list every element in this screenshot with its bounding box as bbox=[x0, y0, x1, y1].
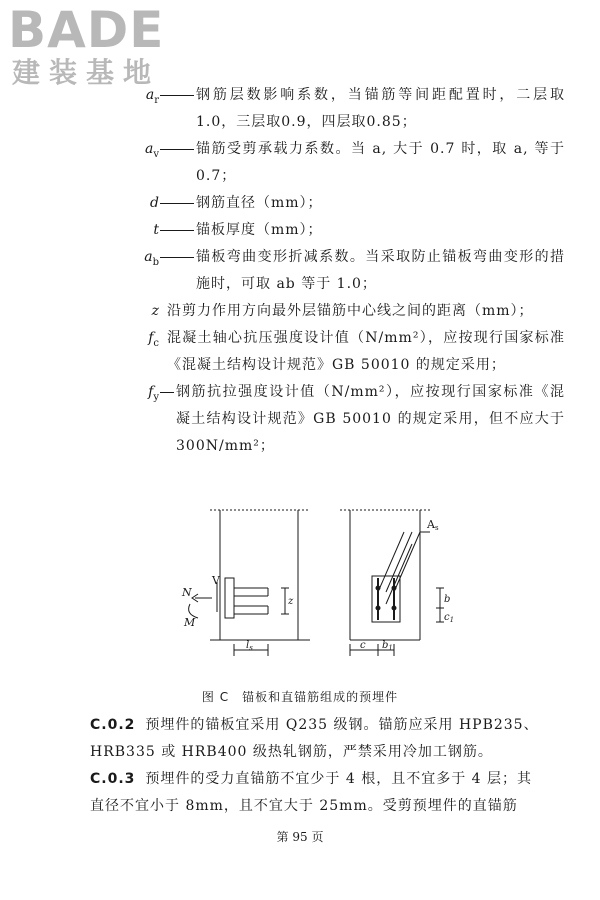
page-number: 第 95 页 bbox=[276, 830, 324, 844]
definition-dash bbox=[160, 244, 194, 258]
definition-dash bbox=[160, 217, 194, 231]
clause-id: C.0.2 bbox=[90, 717, 136, 733]
bent-bar bbox=[386, 544, 412, 604]
label-z: z bbox=[288, 596, 294, 607]
front-view bbox=[340, 510, 444, 656]
definition-dash bbox=[160, 379, 174, 393]
definition-symbol: t bbox=[153, 222, 159, 238]
definition-symbol: $a_v$ bbox=[144, 141, 159, 160]
definition-text: 钢筋直径（mm）； bbox=[196, 195, 323, 211]
bent-bar bbox=[394, 532, 420, 592]
definition-symbol: $f_c$ bbox=[148, 330, 159, 349]
definition-item bbox=[125, 190, 565, 217]
definition-text: 沿剪力作用方向最外层锚筋中心线之间的距离（mm）； bbox=[167, 303, 534, 319]
label-c: c bbox=[360, 640, 366, 651]
clause-text: 预埋件的受力直锚筋不宜少于 4 根，且不宜多于 4 层；其直径不宜小于 8mm，且不宜大于 25mm。受剪预埋件的直锚筋 bbox=[90, 771, 533, 814]
anchor-plate bbox=[372, 576, 400, 622]
watermark-subtitle: 建装基地 bbox=[12, 56, 161, 89]
definition-symbol: $f_y$ bbox=[148, 384, 159, 403]
label-m: M bbox=[184, 616, 196, 629]
label-b1: $b_1$ bbox=[382, 640, 393, 652]
definition-text: 锚板厚度（mm）； bbox=[196, 222, 323, 238]
definition-item bbox=[125, 379, 565, 460]
definition-symbol: d bbox=[150, 195, 159, 211]
clause-c03 bbox=[90, 766, 540, 820]
definition-item bbox=[125, 82, 565, 136]
watermark-brand: BADE bbox=[8, 1, 165, 59]
definition-text: 混凝土轴心抗压强度设计值（N/mm²），应按现行国家标准《混凝土结构设计规范》GB 50010 的规定采用； bbox=[167, 330, 565, 373]
definition-text: 钢筋层数影响系数，当锚筋等间距配置时，二层取1.0，三层取0.9，四层取0.85； bbox=[196, 87, 565, 130]
figure-caption: 图 C 锚板和直锚筋组成的预埋件 bbox=[201, 690, 399, 704]
embedded-part-figure bbox=[150, 492, 470, 672]
anchor-plate bbox=[225, 578, 234, 618]
definition-item bbox=[125, 244, 565, 298]
bent-bar bbox=[386, 532, 412, 592]
definition-dash bbox=[160, 190, 194, 204]
side-view bbox=[189, 510, 310, 656]
definition-text: 钢筋抗拉强度设计值（N/mm²），应按现行国家标准《混凝土结构设计规范》GB 50010 的规定采用，但不应大于 300N/mm²； bbox=[176, 384, 565, 454]
label-n: N bbox=[182, 586, 192, 599]
label-b: b bbox=[444, 594, 451, 605]
definition-text: 锚筋受剪承载力系数。当 a, 大于 0.7 时，取 a, 等于0.7； bbox=[196, 141, 565, 184]
definition-item bbox=[125, 325, 565, 379]
clause-text: 预埋件的锚板宜采用 Q235 级钢。锚筋应采用 HPB235、HRB335 或 HRB400 级热轧钢筋，严禁采用冷加工钢筋。 bbox=[90, 717, 539, 760]
figure-drawing bbox=[150, 492, 470, 672]
definition-item bbox=[125, 136, 565, 190]
definition-text: 锚板弯曲变形折减系数。当采取防止锚板弯曲变形的措施时，可取 ab 等于 1.0； bbox=[196, 249, 565, 292]
label-as: As bbox=[427, 518, 439, 532]
clause-id: C.0.3 bbox=[90, 771, 136, 787]
clause-c02 bbox=[90, 712, 540, 766]
definition-symbol: $a_b$ bbox=[144, 249, 159, 268]
definition-dash bbox=[160, 136, 194, 150]
label-v: V bbox=[212, 574, 220, 587]
label-ls: $l_s$ bbox=[246, 640, 253, 652]
label-c1: $c_1$ bbox=[444, 612, 455, 624]
definition-symbol: $a_r$ bbox=[145, 87, 159, 106]
definition-item bbox=[125, 298, 565, 325]
definition-symbol: z bbox=[151, 303, 159, 319]
definition-list bbox=[125, 82, 565, 460]
definition-dash bbox=[160, 82, 194, 96]
definition-item bbox=[125, 217, 565, 244]
